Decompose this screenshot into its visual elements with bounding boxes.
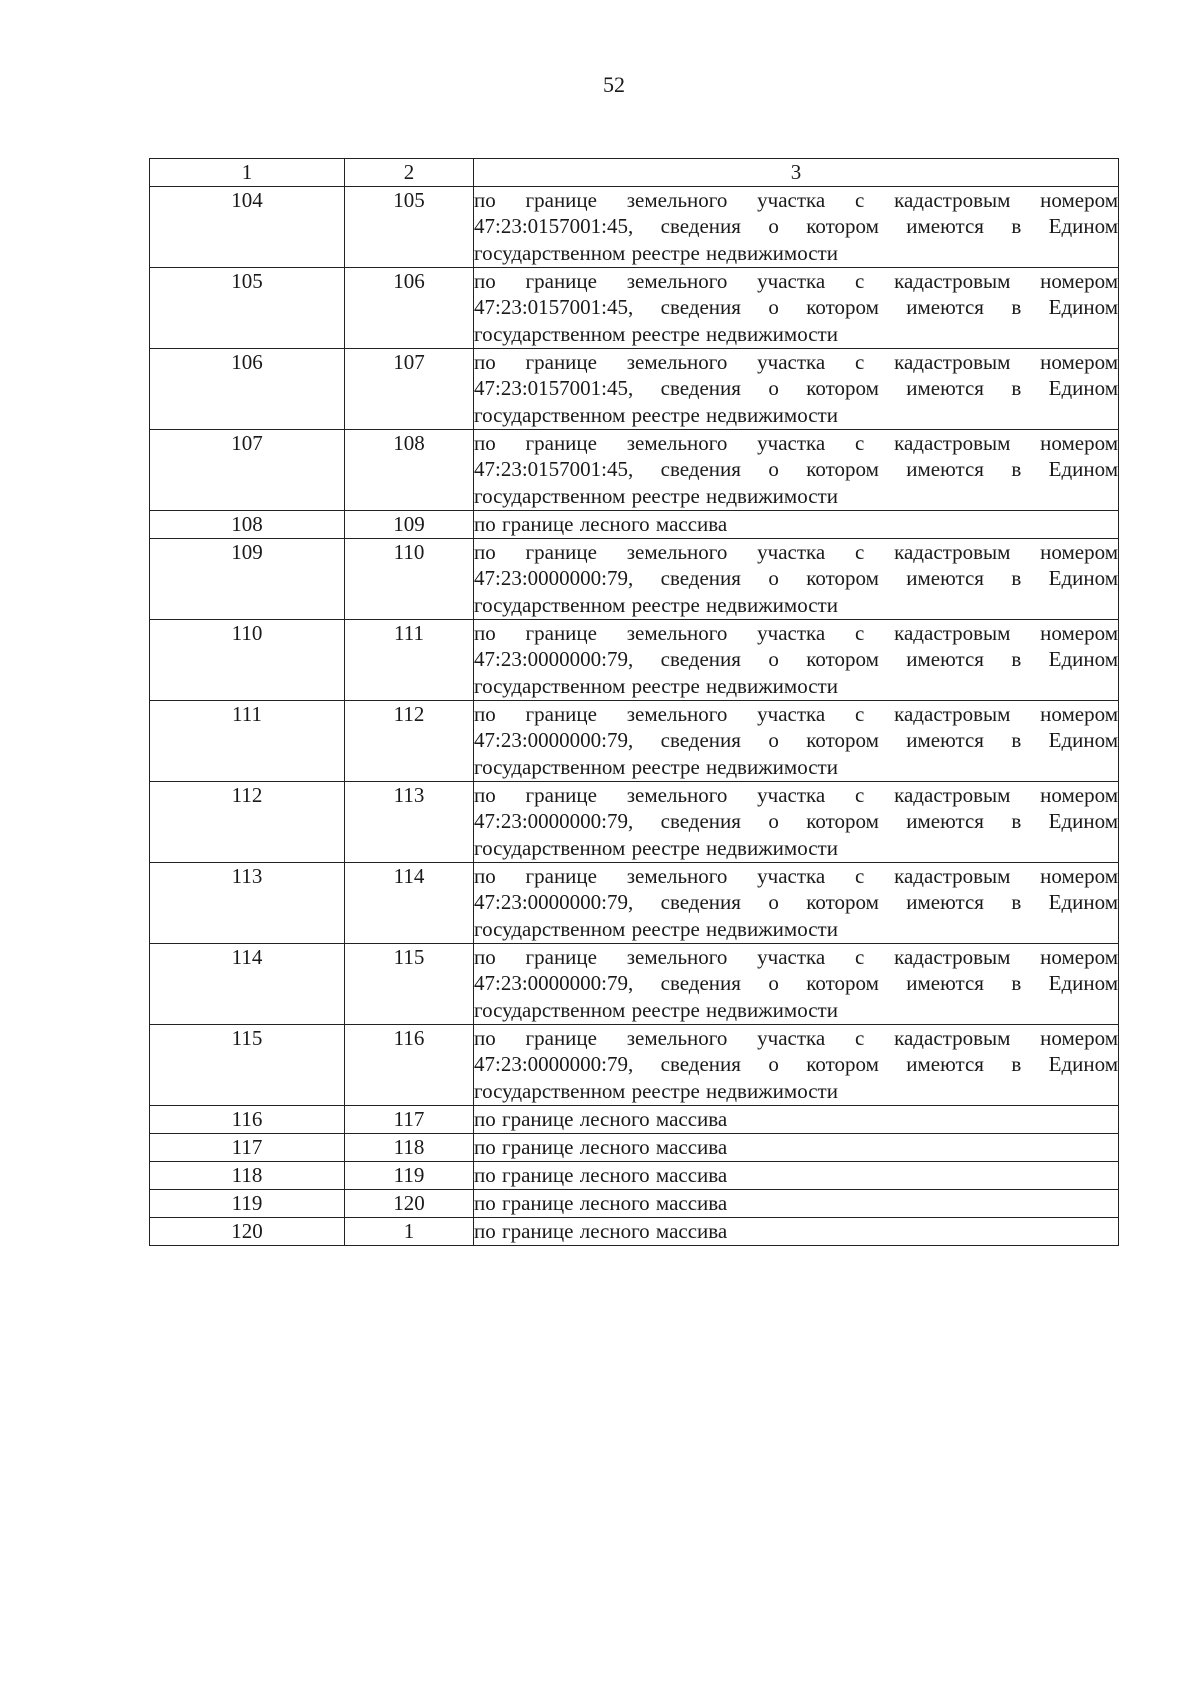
to-point-cell: 115 (345, 943, 474, 1024)
from-point-cell: 108 (150, 510, 345, 538)
description-cell: по границе лесного массива (474, 510, 1119, 538)
table-row (150, 429, 1119, 510)
to-point-cell: 105 (345, 186, 474, 267)
from-point-cell: 113 (150, 862, 345, 943)
table-row (150, 619, 1119, 700)
to-point-cell: 112 (345, 700, 474, 781)
from-point-cell: 114 (150, 943, 345, 1024)
from-point-cell: 116 (150, 1105, 345, 1133)
to-point-cell: 106 (345, 267, 474, 348)
from-point-cell: 117 (150, 1133, 345, 1161)
from-point-cell: 111 (150, 700, 345, 781)
from-point-cell: 104 (150, 186, 345, 267)
table-header-row (150, 159, 1119, 187)
from-point-cell: 118 (150, 1161, 345, 1189)
table-row (150, 1161, 1119, 1189)
table-row (150, 1217, 1119, 1245)
table-row (150, 348, 1119, 429)
description-cell: по границе земельного участка с кадастровым номером 47:23:0157001:45, сведения о котором имеются в Едином государственном реестре недвижимости (474, 348, 1119, 429)
table-row (150, 943, 1119, 1024)
description-cell: по границе земельного участка с кадастровым номером 47:23:0157001:45, сведения о котором имеются в Едином государственном реестре недвижимости (474, 429, 1119, 510)
description-cell: по границе земельного участка с кадастровым номером 47:23:0000000:79, сведения о котором имеются в Едином государственном реестре недвижимости (474, 781, 1119, 862)
table-row (150, 700, 1119, 781)
from-point-cell: 110 (150, 619, 345, 700)
from-point-cell: 119 (150, 1189, 345, 1217)
to-point-cell: 113 (345, 781, 474, 862)
from-point-cell: 109 (150, 538, 345, 619)
column-header-from-point: 1 (150, 159, 345, 187)
description-cell: по границе земельного участка с кадастровым номером 47:23:0000000:79, сведения о котором имеются в Едином государственном реестре недвижимости (474, 943, 1119, 1024)
to-point-cell: 116 (345, 1024, 474, 1105)
to-point-cell: 1 (345, 1217, 474, 1245)
description-cell: по границе земельного участка с кадастровым номером 47:23:0000000:79, сведения о котором имеются в Едином государственном реестре недвижимости (474, 538, 1119, 619)
description-cell: по границе земельного участка с кадастровым номером 47:23:0000000:79, сведения о котором имеются в Едином государственном реестре недвижимости (474, 700, 1119, 781)
from-point-cell: 115 (150, 1024, 345, 1105)
to-point-cell: 120 (345, 1189, 474, 1217)
to-point-cell: 111 (345, 619, 474, 700)
to-point-cell: 119 (345, 1161, 474, 1189)
description-cell: по границе лесного массива (474, 1217, 1119, 1245)
description-cell: по границе лесного массива (474, 1105, 1119, 1133)
from-point-cell: 107 (150, 429, 345, 510)
from-point-cell: 106 (150, 348, 345, 429)
description-cell: по границе лесного массива (474, 1161, 1119, 1189)
to-point-cell: 110 (345, 538, 474, 619)
table-row (150, 1024, 1119, 1105)
to-point-cell: 117 (345, 1105, 474, 1133)
description-cell: по границе земельного участка с кадастровым номером 47:23:0000000:79, сведения о котором имеются в Едином государственном реестре недвижимости (474, 862, 1119, 943)
table-row (150, 1189, 1119, 1217)
boundary-description-table (149, 158, 1119, 1246)
description-cell: по границе лесного массива (474, 1189, 1119, 1217)
table-row (150, 186, 1119, 267)
table-row (150, 781, 1119, 862)
to-point-cell: 107 (345, 348, 474, 429)
table-row (150, 267, 1119, 348)
description-cell: по границе земельного участка с кадастровым номером 47:23:0000000:79, сведения о котором имеются в Едином государственном реестре недвижимости (474, 1024, 1119, 1105)
table-row (150, 1133, 1119, 1161)
description-cell: по границе земельного участка с кадастровым номером 47:23:0157001:45, сведения о котором имеются в Едином государственном реестре недвижимости (474, 186, 1119, 267)
to-point-cell: 108 (345, 429, 474, 510)
table-row (150, 510, 1119, 538)
to-point-cell: 118 (345, 1133, 474, 1161)
to-point-cell: 114 (345, 862, 474, 943)
column-header-to-point: 2 (345, 159, 474, 187)
table-row (150, 538, 1119, 619)
from-point-cell: 120 (150, 1217, 345, 1245)
page-number: 52 (603, 72, 625, 97)
table-row (150, 1105, 1119, 1133)
description-cell: по границе лесного массива (474, 1133, 1119, 1161)
from-point-cell: 105 (150, 267, 345, 348)
description-cell: по границе земельного участка с кадастровым номером 47:23:0000000:79, сведения о котором имеются в Едином государственном реестре недвижимости (474, 619, 1119, 700)
table-row (150, 862, 1119, 943)
from-point-cell: 112 (150, 781, 345, 862)
description-cell: по границе земельного участка с кадастровым номером 47:23:0157001:45, сведения о котором имеются в Едином государственном реестре недвижимости (474, 267, 1119, 348)
to-point-cell: 109 (345, 510, 474, 538)
column-header-description: 3 (474, 159, 1119, 187)
